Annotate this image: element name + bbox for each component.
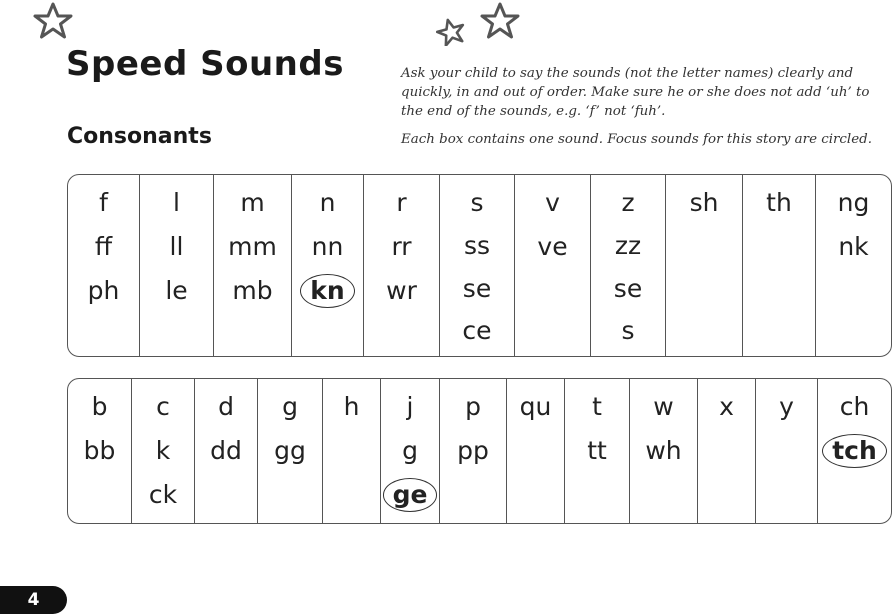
sound-slot — [462, 313, 491, 356]
sound-slot — [391, 229, 411, 273]
focus-sound-circled: kn — [300, 274, 354, 308]
sound-text: gg — [274, 436, 306, 465]
sound-slot — [840, 389, 870, 433]
sound-slot — [464, 228, 490, 271]
sound-slot — [396, 185, 406, 229]
sound-text: se — [462, 273, 492, 303]
sound-text: bb — [83, 436, 116, 465]
sound-box — [139, 175, 213, 356]
sound-slot — [690, 185, 719, 229]
sound-slot — [587, 433, 607, 477]
sound-text: s — [470, 188, 484, 217]
sound-text: le — [165, 276, 188, 305]
sound-box — [590, 175, 665, 356]
sound-slot — [218, 389, 234, 433]
sound-text: wr — [386, 276, 417, 305]
sound-slot — [719, 389, 734, 433]
sound-box — [68, 175, 139, 356]
sound-slot — [88, 273, 120, 317]
sound-slot — [838, 229, 868, 273]
sound-box — [213, 175, 291, 356]
sound-slot — [300, 273, 354, 317]
section-subtitle: Consonants — [67, 124, 212, 149]
focus-note: Each box contains one sound. Focus sounds for this story are circled. — [401, 132, 872, 147]
sound-slot — [173, 185, 180, 229]
sound-text: n — [319, 188, 336, 217]
sound-text: nn — [311, 232, 344, 261]
sound-text: se — [613, 273, 643, 303]
sound-text: p — [465, 392, 481, 421]
sound-text: ve — [537, 232, 568, 261]
sound-text: ph — [87, 276, 120, 305]
sound-slot — [240, 185, 264, 229]
sound-text: h — [343, 392, 360, 421]
sound-text: ng — [837, 188, 870, 217]
sound-slot — [170, 229, 184, 273]
sound-text: z — [621, 188, 635, 217]
sound-text: g — [282, 392, 298, 421]
sound-slot — [383, 477, 438, 521]
sound-slot — [228, 229, 277, 273]
sound-text: w — [653, 392, 674, 421]
sound-text: m — [240, 188, 265, 217]
sound-slot — [274, 433, 306, 477]
consonant-grid-row-2 — [67, 378, 892, 524]
sound-box — [68, 379, 131, 523]
sound-slot — [838, 185, 870, 229]
sound-text: r — [396, 188, 407, 217]
sound-slot — [407, 389, 414, 433]
sound-box — [755, 379, 817, 523]
sound-text: g — [402, 436, 418, 465]
star-icon — [436, 18, 466, 46]
sound-slot — [156, 389, 170, 433]
sound-box — [815, 175, 891, 356]
sound-text: y — [779, 392, 794, 421]
sound-text: f — [99, 188, 108, 217]
sound-slot — [463, 271, 491, 314]
sound-box — [665, 175, 742, 356]
focus-sound-circled: ge — [383, 478, 438, 512]
star-icon — [33, 2, 73, 40]
sound-slot — [545, 185, 560, 229]
sound-box — [629, 379, 697, 523]
sound-text: pp — [457, 436, 489, 465]
sound-slot — [95, 229, 112, 273]
sound-slot — [653, 389, 673, 433]
sound-text: zz — [614, 230, 642, 260]
sound-box — [291, 175, 363, 356]
sound-text: x — [719, 392, 734, 421]
sound-slot — [84, 433, 116, 477]
sound-slot — [165, 273, 187, 317]
sound-slot — [457, 433, 489, 477]
sound-text: l — [173, 188, 180, 217]
sound-text: mm — [228, 232, 277, 261]
sound-box — [194, 379, 257, 523]
sound-text: j — [406, 392, 414, 421]
sound-slot — [779, 389, 794, 433]
sound-text: qu — [519, 392, 552, 421]
sound-box — [363, 175, 439, 356]
sound-slot — [470, 185, 483, 228]
sound-text: ce — [462, 316, 492, 346]
sound-text: mb — [232, 276, 273, 305]
sound-slot — [92, 389, 108, 433]
sound-slot — [312, 229, 344, 273]
sound-box — [817, 379, 891, 523]
page-title: Speed Sounds — [66, 44, 344, 84]
sound-text: nk — [838, 232, 869, 261]
sound-slot — [386, 273, 417, 317]
sound-text: d — [218, 392, 234, 421]
sound-slot — [156, 433, 170, 477]
sound-box — [257, 379, 322, 523]
sound-text: ch — [839, 392, 870, 421]
consonant-grid-row-1 — [67, 174, 892, 357]
sound-box — [697, 379, 755, 523]
sound-slot — [621, 313, 634, 356]
sound-slot — [615, 228, 641, 271]
sound-text: ll — [169, 232, 184, 261]
sound-text: ff — [94, 232, 113, 261]
star-icon — [480, 2, 520, 40]
page-number: 4 — [0, 586, 67, 614]
sound-slot — [320, 185, 336, 229]
sound-text: tt — [587, 436, 607, 465]
sound-text: v — [545, 188, 560, 217]
sound-slot — [645, 433, 681, 477]
sound-box — [564, 379, 629, 523]
sound-slot — [210, 433, 242, 477]
sound-slot — [344, 389, 360, 433]
sound-slot — [621, 185, 634, 228]
sound-slot — [822, 433, 887, 477]
sound-slot — [282, 389, 298, 433]
sound-text: t — [592, 392, 602, 421]
sound-text: k — [155, 436, 171, 465]
sound-slot — [465, 389, 481, 433]
sound-slot — [614, 271, 642, 314]
sound-slot — [537, 229, 567, 273]
sound-slot — [592, 389, 602, 433]
sound-text: ck — [148, 480, 178, 509]
sound-box — [322, 379, 380, 523]
sound-slot — [149, 477, 177, 521]
sound-slot — [232, 273, 272, 317]
sound-slot — [99, 185, 108, 229]
sound-box — [380, 379, 439, 523]
sound-slot — [766, 185, 792, 229]
sound-slot — [402, 433, 418, 477]
sound-text: ss — [463, 230, 491, 260]
sound-text: rr — [391, 232, 412, 261]
focus-sound-circled: tch — [822, 434, 887, 468]
sound-box — [506, 379, 564, 523]
sound-text: wh — [645, 436, 682, 465]
sound-text: c — [156, 392, 170, 421]
sound-box — [439, 379, 506, 523]
sound-text: sh — [689, 188, 719, 217]
sound-text: dd — [210, 436, 242, 465]
sound-text: th — [766, 188, 792, 217]
sound-text: s — [621, 316, 635, 346]
sound-box — [131, 379, 194, 523]
sound-box — [742, 175, 815, 356]
sound-slot — [520, 389, 552, 433]
sound-box — [439, 175, 514, 356]
instructions-text: Ask your child to say the sounds (not the letter names) clearly and quickly, in and out of order. Make sure he or she does not add ‘uh’ to the end of the sounds, e.g. ‘f’ not ‘fuh’. — [401, 66, 870, 119]
sound-text: b — [91, 392, 108, 421]
sound-box — [514, 175, 590, 356]
